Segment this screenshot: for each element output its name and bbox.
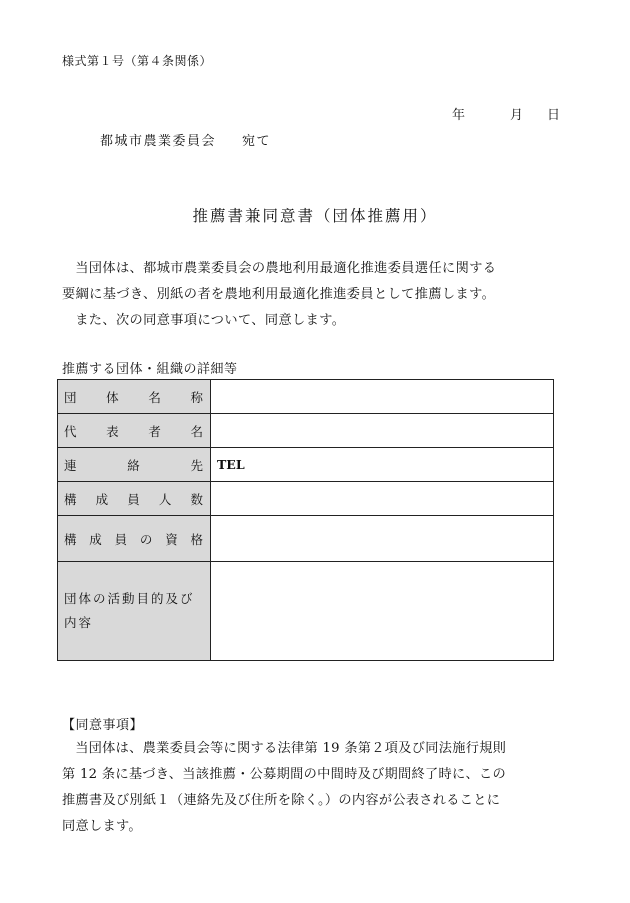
table-caption: 推薦する団体・組織の詳細等 <box>62 362 238 377</box>
date-year-label: 年 <box>452 108 466 123</box>
form-number: 様式第１号（第４条関係） <box>62 54 213 68</box>
label-representative-name: 代表者名 <box>58 414 211 448</box>
table-row <box>58 562 554 661</box>
consent-line: 第 12 条に基づき、当該推薦・公募期間の中間時及び期間終了時に、この <box>62 767 506 782</box>
consent-line: 同意します。 <box>62 819 142 834</box>
field-member-qualification[interactable] <box>211 516 554 562</box>
date-month-label: 月 <box>510 108 524 123</box>
consent-heading: 【同意事項】 <box>62 718 144 733</box>
label-member-qualification: 構成員の資格 <box>58 516 211 562</box>
table-row <box>58 516 554 562</box>
intro-line: また、次の同意事項について、同意します。 <box>75 313 346 328</box>
label-member-count: 構成員人数 <box>58 482 211 516</box>
label-activity-purpose: 団体の活動目的及び内容 <box>58 562 211 661</box>
table-row <box>58 414 554 448</box>
date-line <box>452 104 560 123</box>
field-activity-purpose[interactable] <box>211 562 554 661</box>
document-title: 推薦書兼同意書（団体推薦用） <box>192 207 438 225</box>
addressee-suffix: 宛て <box>242 134 272 149</box>
details-table <box>57 379 554 661</box>
field-representative-name[interactable] <box>211 414 554 448</box>
label-contact: 連絡先 <box>58 448 211 482</box>
intro-paragraph <box>62 256 562 334</box>
table-row <box>58 448 554 482</box>
field-contact-tel[interactable]: TEL <box>211 448 554 482</box>
intro-line: 要綱に基づき、別紙の者を農地利用最適化推進委員として推薦します。 <box>62 287 496 302</box>
field-member-count[interactable] <box>211 482 554 516</box>
consent-line: 当団体は、農業委員会等に関する法律第 19 条第２項及び同法施行規則 <box>75 741 507 756</box>
addressee-name: 都城市農業委員会 <box>100 134 217 149</box>
addressee <box>100 130 271 149</box>
intro-line: 当団体は、都城市農業委員会の農地利用最適化推進委員選任に関する <box>75 261 497 276</box>
consent-line: 推薦書及び別紙１（連絡先及び住所を除く。）の内容が公表されることに <box>62 793 501 808</box>
table-row <box>58 482 554 516</box>
label-organization-name: 団体名称 <box>58 380 211 414</box>
consent-paragraph <box>62 736 562 840</box>
field-organization-name[interactable] <box>211 380 554 414</box>
table-row <box>58 380 554 414</box>
date-day-label: 日 <box>547 108 561 123</box>
